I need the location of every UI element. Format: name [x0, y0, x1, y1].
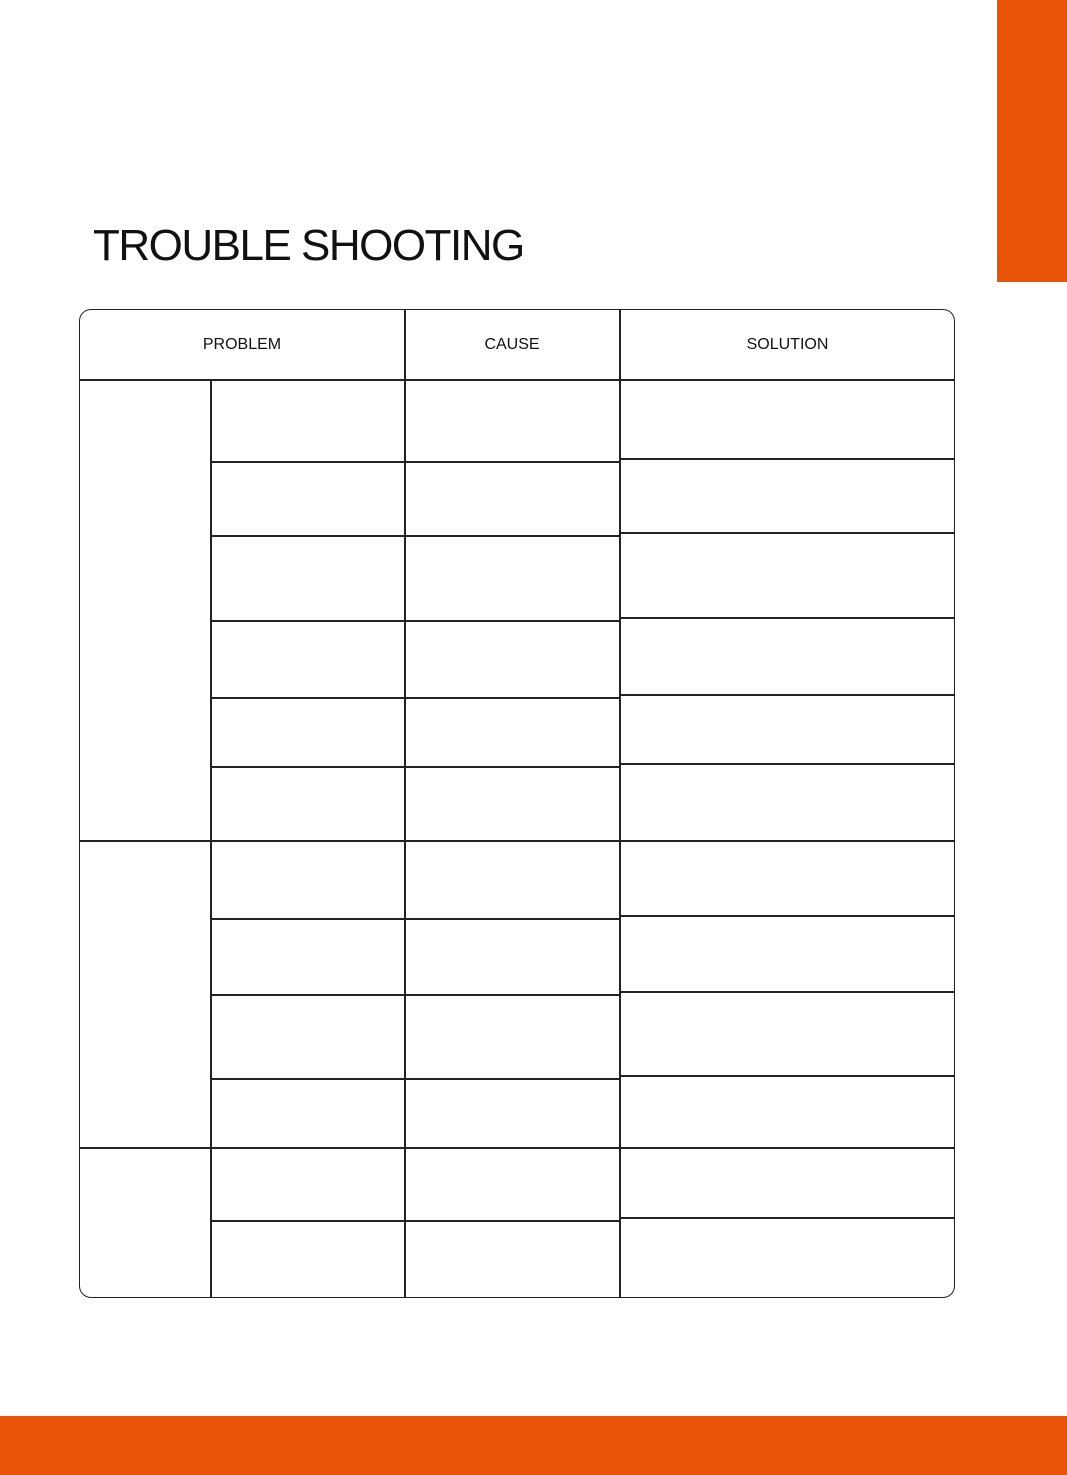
row-divider — [211, 994, 620, 996]
row-divider — [620, 617, 955, 619]
row-divider — [211, 766, 620, 768]
row-divider — [211, 918, 620, 920]
row-divider — [620, 532, 955, 534]
row-divider — [211, 697, 620, 699]
row-divider — [211, 535, 620, 537]
row-divider — [620, 458, 955, 460]
side-tab-marker — [997, 0, 1067, 282]
row-divider — [620, 915, 955, 917]
footer-bar — [0, 1416, 1067, 1475]
header-solution: SOLUTION — [746, 336, 829, 353]
group-divider — [79, 1147, 955, 1149]
header-problem: PROBLEM — [202, 336, 282, 353]
row-divider — [620, 991, 955, 993]
row-divider — [620, 694, 955, 696]
header-cause: CAUSE — [484, 336, 540, 353]
column-divider-subproblem — [210, 380, 212, 1298]
group-divider — [79, 840, 955, 842]
row-divider — [620, 1075, 955, 1077]
column-divider-cause — [404, 309, 406, 1298]
row-divider — [211, 461, 620, 463]
row-divider — [211, 1078, 620, 1080]
row-divider — [620, 763, 955, 765]
page-title: TROUBLE SHOOTING — [93, 221, 524, 270]
row-divider — [211, 620, 620, 622]
row-divider — [620, 1217, 955, 1219]
row-divider — [211, 1220, 620, 1222]
